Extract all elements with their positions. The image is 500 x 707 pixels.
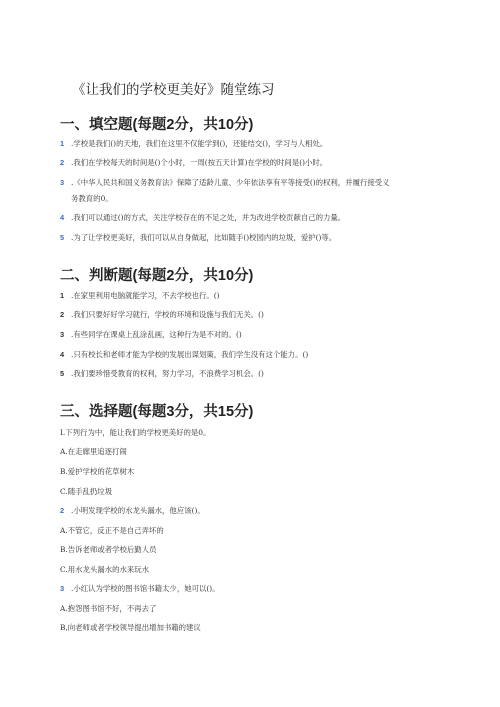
section-heading-multiple-choice: 三、选择题(每题3分，共15分) [60, 404, 254, 420]
question-text: .我们在学校每天的时间是()个小时，一周(按五天计算)在学校的时间是()小时。 [71, 158, 328, 167]
choice-1-option-a: A.在走廊里追逐打闹 [60, 447, 127, 456]
fill-question-5 [60, 232, 450, 244]
question-number: 1 [60, 139, 65, 148]
question-number: 5 [60, 369, 65, 378]
fill-question-2 [60, 157, 450, 169]
choice-3-option-b: B,向老师或者学校领导提出增加书籍的建议 [60, 623, 201, 632]
question-text: .学校是我们()的天地，我们在这里不仅能学到()，还能结交()，学习与人相处。 [71, 139, 328, 148]
fill-question-3-continued: 务教育的0。 [71, 194, 113, 203]
judge-question-4 [60, 349, 450, 361]
question-text: .我们要珍惜受教育的权利，努力学习，不浪费学习机会。() [71, 369, 264, 378]
question-text: .有些同学在课桌上乱涂乱画，这种行为是不对的。() [71, 330, 242, 339]
judge-question-1 [60, 290, 450, 302]
question-number: 4 [60, 350, 65, 359]
question-number: 2 [60, 506, 65, 515]
judge-question-5 [60, 368, 450, 380]
question-number: 3 [60, 178, 65, 187]
choice-2-option-a: A.不管它，反正不是自己弄坏的 [60, 526, 164, 535]
question-number: 2 [60, 158, 65, 167]
judge-question-2 [60, 309, 450, 321]
question-number: 2 [60, 310, 65, 319]
question-text: .《中华人民共和国义务教育法》保障了适龄儿童、少年依法享有平等接受()的权利，并履行接受义 [71, 178, 390, 187]
question-text: .小明发现学校的水龙头漏水，他应该()。 [71, 506, 205, 515]
question-number: 4 [60, 213, 65, 222]
section-heading-fill-in: 一、填空题(每题2分，共10分) [60, 117, 254, 133]
question-text: .只有校长和老师才能为学校的发展出谋划策，我们学生没有这个能力。() [71, 350, 309, 359]
fill-question-3 [60, 177, 450, 189]
question-text: .小红认为学校的图书馆书籍太少，她可以()。 [71, 584, 220, 593]
page-title: 《让我们的学校更美好》随堂练习 [72, 82, 275, 97]
choice-question-1: I.下列行为中，能让我们的学校更美好的是0。 [60, 428, 211, 437]
judge-question-3 [60, 329, 450, 341]
section-heading-true-false: 二、判断题(每题2分，共10分) [60, 268, 254, 284]
fill-question-1 [60, 138, 450, 150]
question-number: 3 [60, 584, 65, 593]
question-text: .我们可以通过()的方式，关注学校存在的不足之处，并为改进学校贡献自己的力量。 [71, 213, 346, 222]
question-text: .为了让学校更美好，我们可以从自身做起，比如随手()校园内的垃圾，爱护()等。 [71, 233, 337, 242]
choice-1-option-c: C.随手乱扔垃圾 [60, 487, 113, 496]
fill-question-4 [60, 212, 450, 224]
question-text: .我们只要好好学习就行，学校的环境和设施与我们无关。() [71, 310, 264, 319]
choice-question-3 [60, 583, 450, 595]
question-number: 5 [60, 233, 65, 242]
choice-1-option-b: B.爱护学校的花草树木 [60, 467, 135, 476]
choice-3-option-a: A.抱怨图书馆不好，不再去了 [60, 604, 157, 613]
question-text: .在家里利用电脑就能学习，不去学校也行。() [71, 291, 220, 300]
choice-2-option-b: B.告诉老师或者学校后勤人员 [60, 545, 157, 554]
question-number: 1 [60, 291, 65, 300]
choice-question-2 [60, 505, 450, 517]
choice-2-option-c: C.用水龙头漏水的水来玩水 [60, 565, 150, 574]
question-number: 3 [60, 330, 65, 339]
